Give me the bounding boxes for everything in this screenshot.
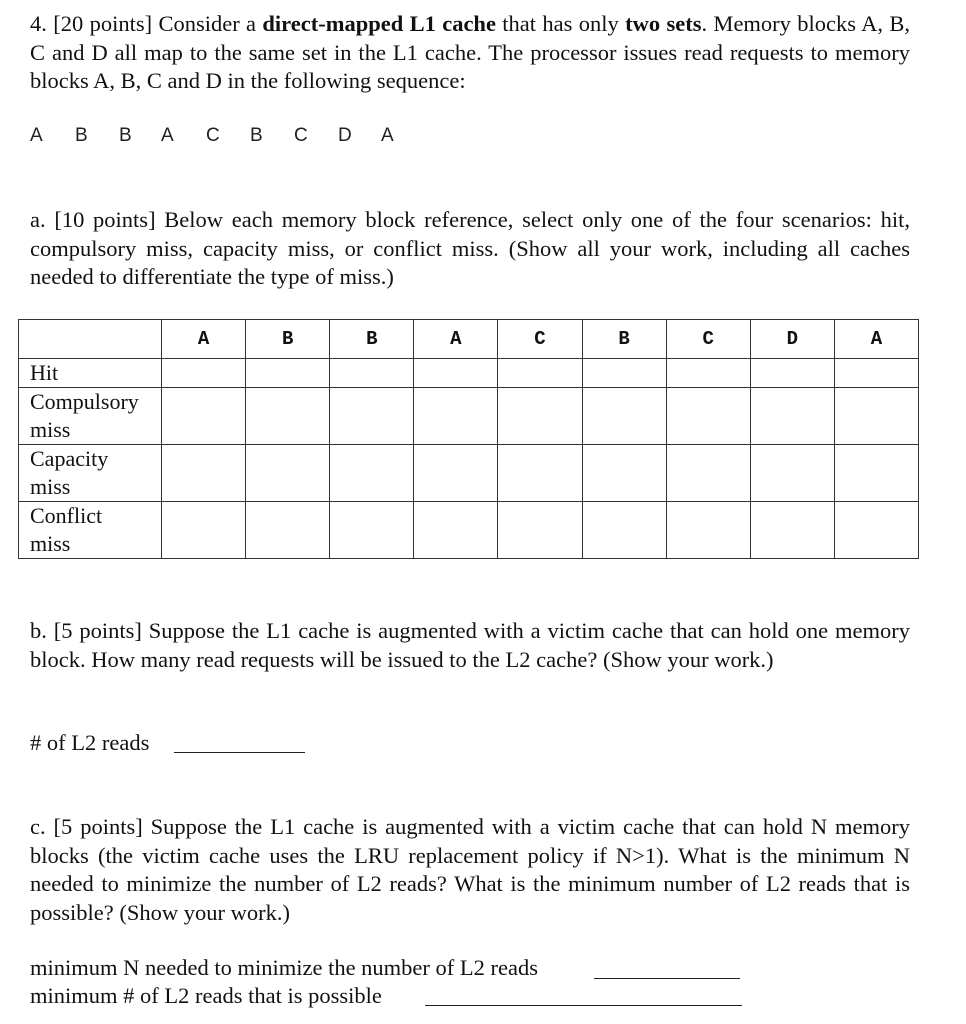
question-text-part-2: that has only [502,11,619,36]
answer-cell[interactable] [162,388,246,445]
sequence-item: A [30,125,43,146]
question-points: [20 points] [53,11,153,36]
answer-cell[interactable] [498,445,582,502]
answer-cell[interactable] [162,445,246,502]
row-label-text: miss [30,474,71,499]
answer-cell[interactable] [498,388,582,445]
answer-cell[interactable] [666,445,750,502]
answer-cell[interactable] [330,502,414,559]
answer-cell[interactable] [582,359,666,388]
part-c-answer-blank-2[interactable] [425,1005,742,1006]
column-header: A [834,320,918,359]
row-label-text: Compulsory [30,389,139,414]
sequence-item: B [75,125,88,146]
answer-cell[interactable] [750,502,834,559]
answer-cell[interactable] [330,445,414,502]
answer-cell[interactable] [582,388,666,445]
answer-cell[interactable] [162,502,246,559]
answer-cell[interactable] [582,502,666,559]
part-c-answer-label-1: minimum N needed to minimize the number of L2 reads [30,955,538,980]
row-label-capacity-miss [19,445,162,502]
answer-cell[interactable] [834,359,918,388]
column-header: A [414,320,498,359]
part-b-answer-label: # of L2 reads [30,730,150,755]
answer-cell[interactable] [162,359,246,388]
row-label-text: Hit [30,360,59,385]
answer-cell[interactable] [834,502,918,559]
part-a-text: a. [10 points] Below each memory block reference, select only one of the four scenarios: hit, compulsory miss, capacity miss, or conflict miss. (Show all your work, including all caches needed to differentiate the type of miss.) [30,207,910,289]
answer-cell[interactable] [246,445,330,502]
answer-cell[interactable] [666,388,750,445]
row-label-text: Conflict [30,503,103,528]
answer-cell[interactable] [666,502,750,559]
row-label-compulsory-miss [19,388,162,445]
row-label-text: Capacity [30,446,109,471]
sequence-item: A [161,125,174,146]
answer-cell[interactable] [246,359,330,388]
question-text-part-1: Consider a [158,11,257,36]
part-b-answer-blank[interactable] [174,752,305,753]
row-label-conflict-miss [19,502,162,559]
part-c-text: c. [5 points] Suppose the L1 cache is augmented with a victim cache that can hold N memory blocks (the victim cache uses the LRU replacement policy if N>1). What is the minimum N needed to minimize the number of L2 reads? What is the minimum number of L2 reads that is possible? (Show your work.) [30,814,910,925]
sequence-item: A [381,125,394,146]
sequence-item: C [206,125,220,146]
row-label-text: miss [30,531,71,556]
column-header: C [666,320,750,359]
answer-cell[interactable] [330,388,414,445]
row-label-text: miss [30,417,71,442]
column-header: A [162,320,246,359]
column-header: C [498,320,582,359]
sequence-item: B [250,125,263,146]
answer-cell[interactable] [582,445,666,502]
answer-cell[interactable] [834,388,918,445]
table-row-hit [19,359,919,388]
part-c-answer-label-2: minimum # of L2 reads that is possible [30,983,382,1008]
column-header: B [246,320,330,359]
column-header: B [330,320,414,359]
sequence-item: B [119,125,132,146]
column-header: D [750,320,834,359]
answer-cell[interactable] [414,359,498,388]
question-text-part-3: . Memory blocks A, B, C and D all map to the same set in the L1 cache. The processor issues read requests to memory blocks A, B, C and D in the following sequence: [30,11,911,93]
answer-cell[interactable] [414,445,498,502]
answer-cell[interactable] [414,502,498,559]
table-row-capacity-miss [19,445,919,502]
question-4-text [30,10,910,96]
answer-cell[interactable] [750,445,834,502]
table-row-conflict-miss [19,502,919,559]
answer-cell[interactable] [246,502,330,559]
part-b-text: b. [5 points] Suppose the L1 cache is augmented with a victim cache that can hold one memory block. How many read requests will be issued to the L2 cache? (Show your work.) [30,618,910,672]
answer-cell[interactable] [666,359,750,388]
question-bold-cache-type: direct-mapped L1 cache [262,11,496,36]
answer-cell[interactable] [498,502,582,559]
sequence-item: D [338,125,352,146]
answer-cell[interactable] [414,388,498,445]
question-bold-two-sets: two sets [625,11,702,36]
table-row-compulsory-miss [19,388,919,445]
answer-cell[interactable] [246,388,330,445]
answer-cell[interactable] [330,359,414,388]
answer-cell[interactable] [834,445,918,502]
table-header-row [19,320,919,359]
part-c-answer-blank-1[interactable] [594,978,740,979]
question-number: 4. [30,11,47,36]
sequence-item: C [294,125,308,146]
row-label-hit [19,359,162,388]
column-header: B [582,320,666,359]
answer-cell[interactable] [498,359,582,388]
answer-cell[interactable] [750,359,834,388]
table-corner-cell [19,320,162,359]
miss-classification-table [18,319,919,559]
answer-cell[interactable] [750,388,834,445]
